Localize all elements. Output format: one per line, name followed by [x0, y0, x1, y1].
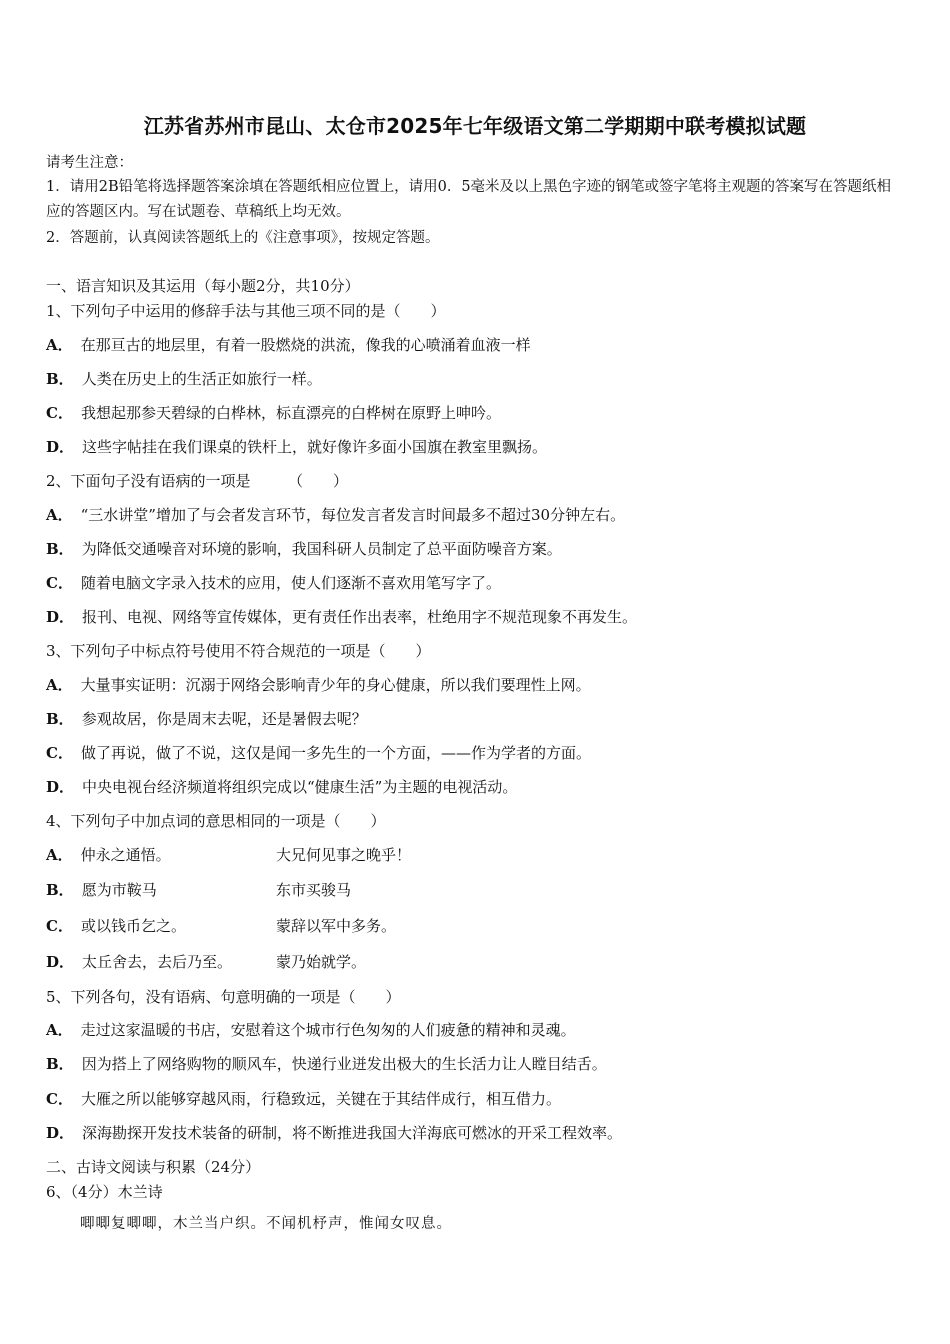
notice-item-2: 2．答题前，认真阅读答题纸上的《注意事项》，按规定答题。	[46, 230, 440, 246]
option-left-text: 仲永之通悟。	[80, 846, 171, 864]
question-4-stem: 4、下列句子中加点词的意思相同的一项是（ ）	[46, 812, 386, 830]
question-1-stem: 1、下列句子中运用的修辞手法与其他三项不同的是（ ）	[46, 302, 446, 320]
question-4-option-a	[46, 845, 171, 865]
question-2-option-c	[46, 573, 501, 593]
question-4-option-d-right: 蒙乃始就学。	[276, 953, 367, 971]
option-text: 走过这家温暖的书店，安慰着这个城市行色匆匆的人们疲惫的精神和灵魂。	[80, 1021, 576, 1039]
question-1-option-b	[46, 369, 322, 389]
section-2-heading: 二、古诗文阅读与积累（24分）	[46, 1158, 261, 1176]
option-text: 报刊、电视、网络等宣传媒体，更有责任作出表率，杜绝用字不规范现象不再发生。	[82, 608, 638, 626]
question-2-option-a	[46, 505, 625, 525]
option-text: 随着电脑文字录入技术的应用，使人们逐渐不喜欢用笔写字了。	[80, 574, 501, 592]
page-title: 江苏省苏州市昆山、太仓市2025年七年级语文第二学期期中联考模拟试题	[143, 114, 807, 138]
question-2-option-b	[46, 539, 562, 559]
option-text: 中央电视台经济频道将组织完成以“健康生活”为主题的电视活动。	[82, 778, 518, 796]
option-letter: B．	[46, 710, 74, 728]
option-text: 在那亘古的地层里，有着一股燃烧的洪流，像我的心喷涌着血液一样	[80, 336, 531, 354]
question-3-option-d	[46, 777, 517, 797]
option-letter: C．	[46, 744, 73, 762]
option-text: 我想起那参天碧绿的白桦林，标直漂亮的白桦树在原野上呻吟。	[80, 404, 501, 422]
option-letter: D．	[46, 953, 75, 971]
question-4-option-c-right: 蒙辞以军中多务。	[276, 917, 397, 935]
option-letter: A．	[46, 676, 73, 694]
question-4-option-b	[46, 880, 157, 900]
option-letter: B．	[46, 370, 74, 388]
option-letter: A．	[46, 336, 73, 354]
option-text: 因为搭上了网络购物的顺风车，快递行业迸发出极大的生长活力让人瞠目结舌。	[81, 1055, 607, 1073]
option-letter: D．	[46, 1124, 75, 1142]
question-4-option-b-right: 东市买骏马	[276, 881, 352, 899]
question-1-option-c	[46, 403, 501, 423]
question-4-option-c	[46, 916, 186, 936]
option-text: 这些字帖挂在我们课桌的铁杆上，就好像许多面小国旗在教室里飘扬。	[82, 438, 548, 456]
option-letter: D．	[46, 608, 75, 626]
option-text: 大雁之所以能够穿越风雨，行稳致远，关键在于其结伴成行，相互借力。	[80, 1090, 561, 1108]
notice-heading: 请考生注意：	[46, 155, 133, 171]
option-left-text: 愿为市鞍马	[81, 881, 157, 899]
option-letter: A．	[46, 506, 73, 524]
question-2-stem: 2、下面句子没有语病的一项是 （ ）	[46, 472, 349, 490]
question-5-stem: 5、下列各句，没有语病、句意明确的一项是（ ）	[46, 988, 401, 1006]
option-letter: C．	[46, 1090, 73, 1108]
option-text: “三水讲堂”增加了与会者发言环节，每位发言者发言时间最多不超过30分钟左右。	[80, 506, 626, 524]
question-2-option-d	[46, 607, 637, 627]
question-6-stem: 6、（4分）木兰诗	[46, 1183, 163, 1201]
option-letter: B．	[46, 540, 74, 558]
question-4-option-a-right: 大兄何见事之晚乎！	[276, 846, 412, 864]
question-4-option-d	[46, 952, 232, 972]
question-3-option-a	[46, 675, 591, 695]
option-text: 人类在历史上的生活正如旅行一样。	[81, 370, 322, 388]
question-5-option-c	[46, 1089, 561, 1109]
question-5-option-a	[46, 1020, 576, 1040]
option-letter: A．	[46, 1021, 73, 1039]
option-letter: B．	[46, 1055, 74, 1073]
question-3-stem: 3、下列句子中标点符号使用不符合规范的一项是（ ）	[46, 642, 431, 660]
option-letter: D．	[46, 438, 75, 456]
question-5-option-d	[46, 1123, 622, 1143]
question-1-option-a	[46, 335, 531, 355]
option-letter: C．	[46, 917, 73, 935]
option-text: 深海勘探开发技术装备的研制，将不断推进我国大洋海底可燃冰的开采工程效率。	[82, 1124, 623, 1142]
option-text: 大量事实证明：沉溺于网络会影响青少年的身心健康，所以我们要理性上网。	[80, 676, 591, 694]
option-text: 做了再说，做了不说，这仅是闻一多先生的一个方面，——作为学者的方面。	[80, 744, 591, 762]
option-text: 参观故居，你是周末去呢，还是暑假去呢？	[81, 710, 367, 728]
question-1-option-d	[46, 437, 547, 457]
option-letter: C．	[46, 574, 73, 592]
notice-item-1: 1．请用2B铅笔将选择题答案涂填在答题纸相应位置上，请用0．5毫米及以上黑色字迹的钢笔或签字笔将主观题的答案写在答题纸相应的答题区内。写在试题卷、草稿纸上均无效。	[46, 179, 892, 220]
question-3-option-c	[46, 743, 591, 763]
option-letter: B．	[46, 881, 74, 899]
option-letter: D．	[46, 778, 75, 796]
option-letter: A．	[46, 846, 73, 864]
option-left-text: 或以钱币乞之。	[80, 917, 186, 935]
poem-line: 唧唧复唧唧，木兰当户织。不闻机杼声，惟闻女叹息。	[80, 1216, 452, 1232]
option-left-text: 太丘舍去，去后乃至。	[82, 953, 233, 971]
question-3-option-b	[46, 709, 367, 729]
option-letter: C．	[46, 404, 73, 422]
question-5-option-b	[46, 1054, 607, 1074]
section-1-heading: 一、语言知识及其运用（每小题2分，共10分）	[46, 277, 360, 295]
option-text: 为降低交通噪音对环境的影响，我国科研人员制定了总平面防噪音方案。	[81, 540, 562, 558]
